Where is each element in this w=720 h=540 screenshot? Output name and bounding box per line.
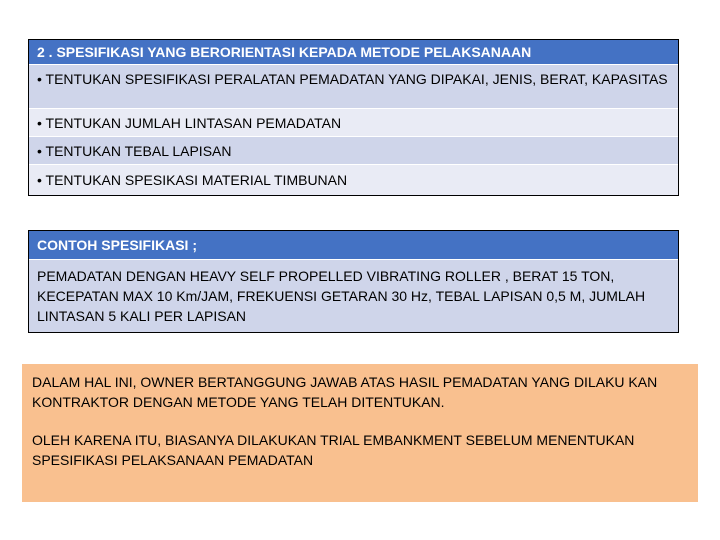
- specification-row-fill-material: • TENTUKAN SPESIKASI MATERIAL TIMBUNAN: [29, 165, 678, 195]
- specification-row-equipment: • TENTUKAN SPESIFIKASI PERALATAN PEMADATAN YANG DIPAKAI, JENIS, BERAT, KAPASITAS: [29, 65, 678, 109]
- note-paragraph-trial-embankment: OLEH KARENA ITU, BIASANYA DILAKUKAN TRIAL EMBANKMENT SEBELUM MENENTUKAN SPESIFIKASI PELAKSANAAN PEMADATAN: [32, 432, 635, 468]
- note-paragraph-owner: DALAM HAL INI, OWNER BERTANGGUNG JAWAB ATAS HASIL PEMADATAN YANG DILAKU KAN KONTRAKTOR DENGAN METODE YANG TELAH DITENTUKAN.: [32, 374, 658, 410]
- specification-row-layer-thickness: • TENTUKAN TEBAL LAPISAN: [29, 137, 678, 165]
- example-specification-table: [28, 230, 679, 333]
- method-specification-header: 2 . SPESIFIKASI YANG BERORIENTASI KEPADA METODE PELAKSANAAN: [29, 40, 678, 65]
- example-specification-body: PEMADATAN DENGAN HEAVY SELF PROPELLED VIBRATING ROLLER , BERAT 15 TON, KECEPATAN MAX 10 Km/JAM, FREKUENSI GETARAN 30 Hz, TEBAL LAPISAN 0,5 M, JUMLAH LINTASAN 5 KALI PER LAPISAN: [29, 260, 678, 332]
- specification-row-passes: • TENTUKAN JUMLAH LINTASAN PEMADATAN: [29, 109, 678, 137]
- method-specification-table: [28, 39, 679, 196]
- example-specification-header: CONTOH SPESIFIKASI ;: [29, 231, 678, 260]
- owner-responsibility-note: [22, 364, 698, 502]
